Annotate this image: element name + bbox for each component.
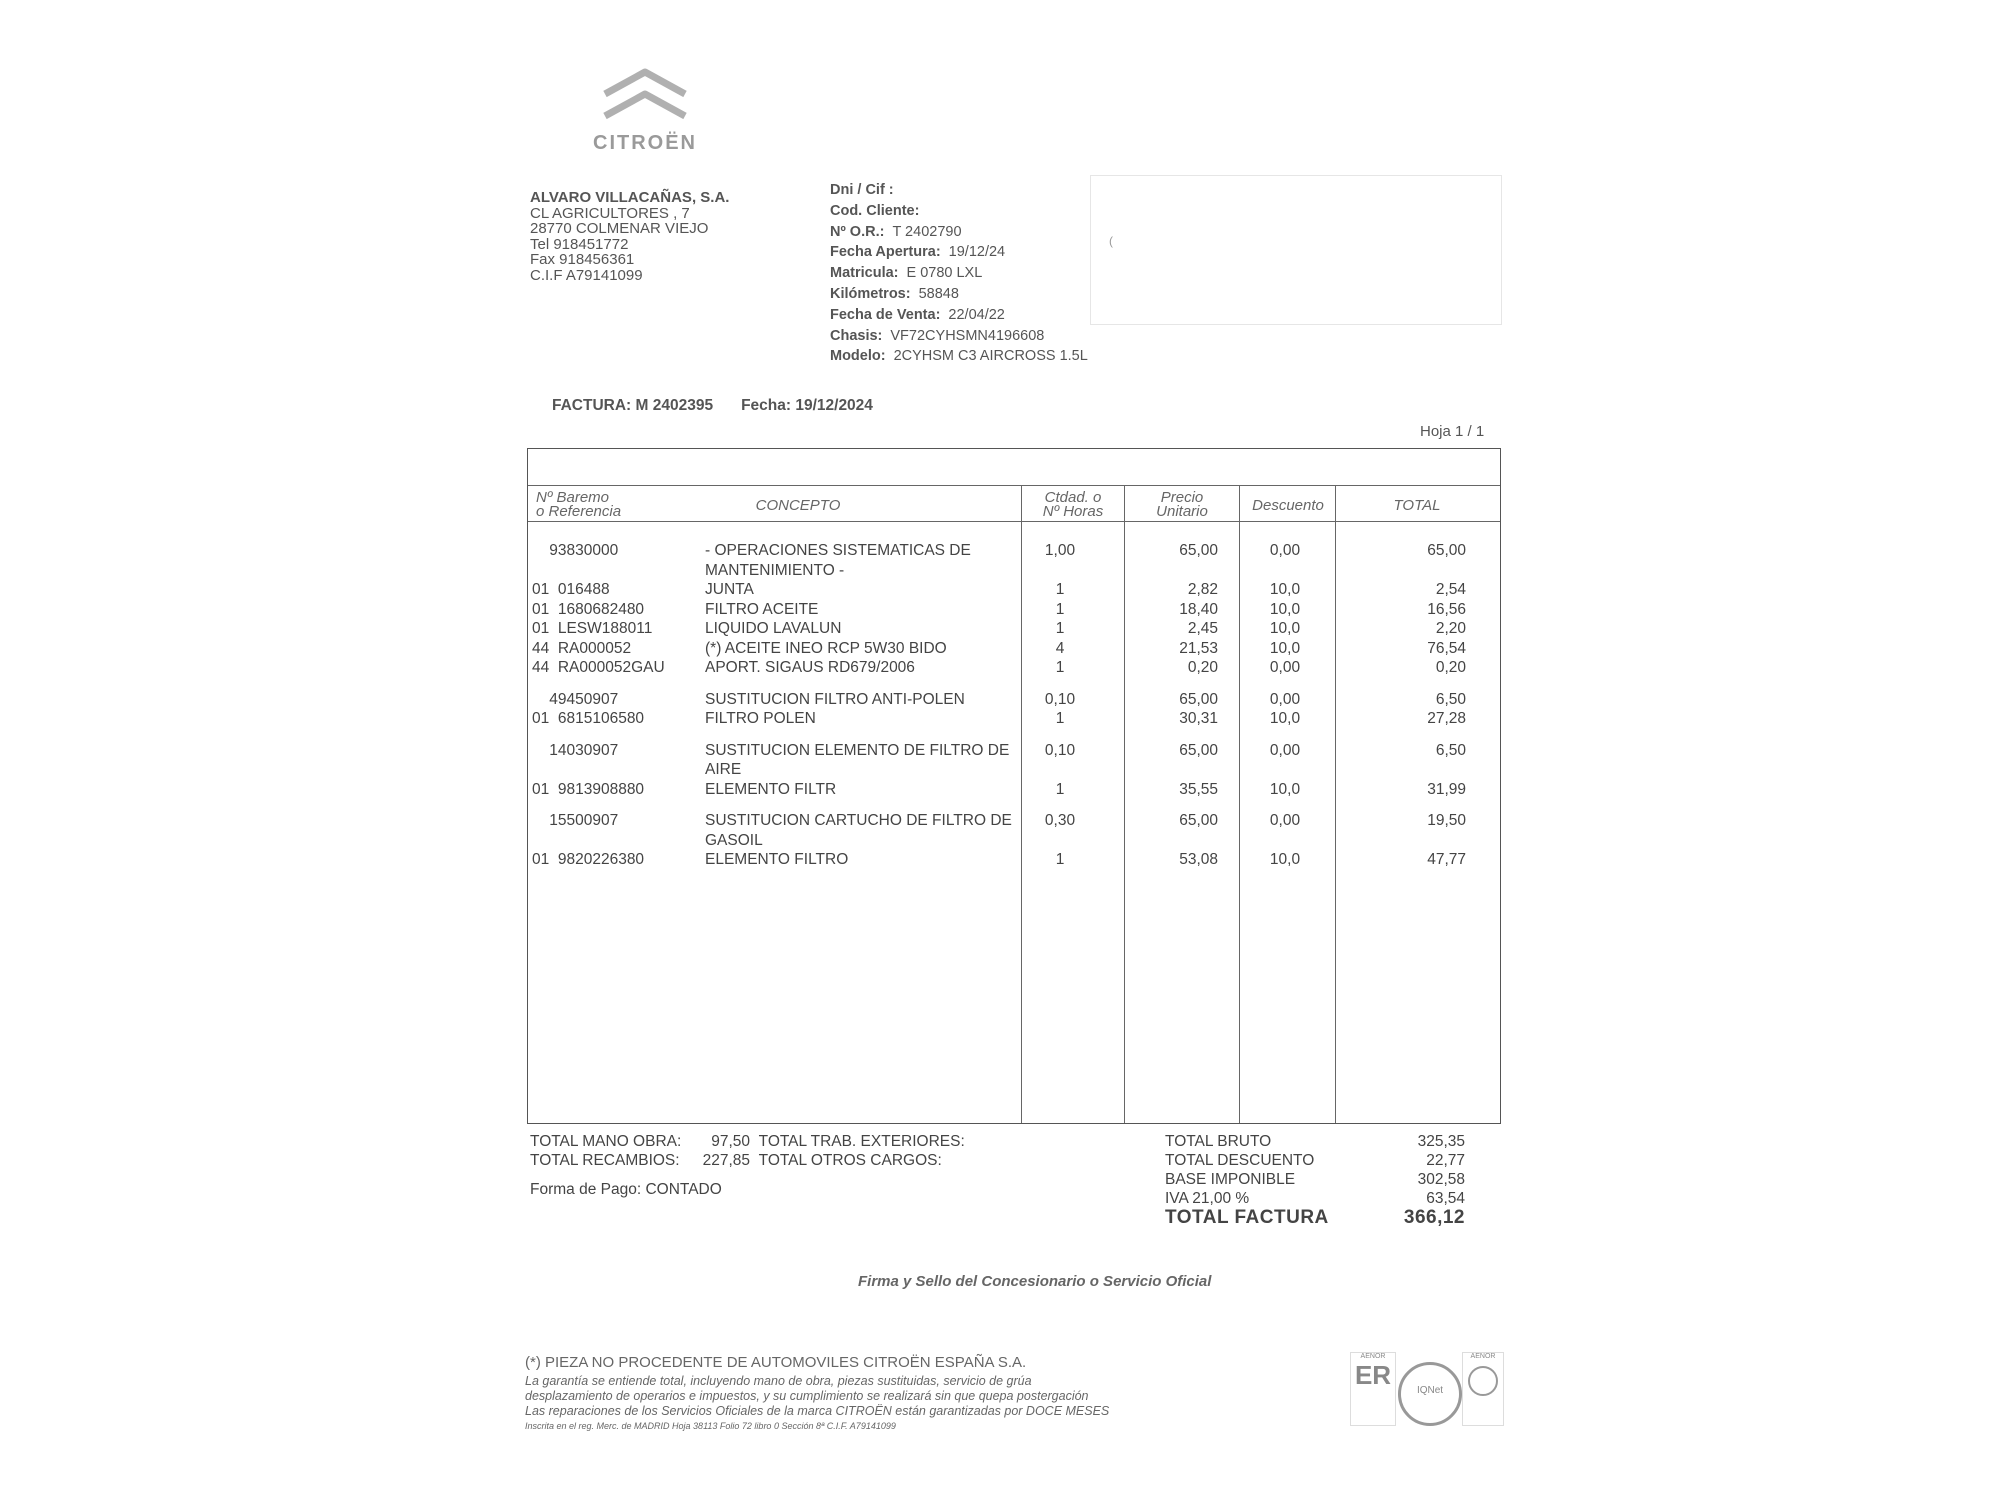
summary-left: [530, 1132, 965, 1199]
header-price-line1: Precio: [1160, 489, 1204, 506]
row-total: 19,50: [1427, 812, 1466, 829]
company-cif: C.I.F A79141099: [530, 266, 643, 284]
invoice-header: [552, 397, 873, 415]
row-discount: 0,00: [1269, 812, 1301, 829]
row-price: 0,20: [1187, 659, 1218, 676]
descuento-value: 22,77: [1426, 1152, 1465, 1169]
row-concept: - OPERACIONES SISTEMATICAS DE MANTENIMIENTO -: [705, 542, 971, 579]
row-discount: 10,0: [1269, 620, 1301, 637]
payment-method: Forma de Pago: CONTADO: [530, 1181, 722, 1198]
row-ref: 49450907: [532, 690, 619, 708]
table-top-rule: [528, 485, 1500, 486]
row-total: 16,56: [1427, 600, 1466, 618]
row-qty: 0,10: [1044, 690, 1076, 708]
info-row: [830, 284, 1088, 305]
row-discount: 10,0: [1269, 851, 1301, 868]
header-qty: [1023, 491, 1123, 519]
info-row: [830, 263, 1088, 284]
row-discount: 0,00: [1269, 690, 1301, 708]
row-price: 65,00: [1179, 542, 1218, 559]
row-price: 30,31: [1179, 710, 1218, 727]
row-discount: 0,00: [1269, 659, 1301, 676]
row-price: 2,45: [1187, 620, 1218, 637]
row-concept: SUSTITUCION CARTUCHO DE FILTRO DE GASOIL: [705, 812, 1012, 849]
recambios-value: 227,85: [702, 1152, 750, 1169]
row-total: 2,20: [1435, 620, 1466, 637]
info-label: Modelo:: [830, 348, 886, 365]
row-concept: SUSTITUCION FILTRO ANTI-POLEN: [705, 690, 965, 708]
row-price: 65,00: [1179, 812, 1218, 829]
row-total: 27,28: [1427, 710, 1466, 727]
iva-value: 63,54: [1426, 1190, 1465, 1207]
header-total: TOTAL: [1393, 497, 1441, 514]
info-value: 22/04/22: [948, 306, 1005, 323]
footer-line1: (*) PIEZA NO PROCEDENTE DE AUTOMOVILES CITROËN ESPAÑA S.A.: [525, 1354, 1027, 1371]
client-box: [1090, 175, 1502, 325]
info-row: [830, 242, 1088, 263]
footer-line3: desplazamiento de operarios e impuestos, y su cumplimiento se realizará sin que quepa postergación: [525, 1389, 1089, 1403]
row-qty: 4: [1055, 639, 1065, 657]
row-ref: 01 016488: [532, 581, 610, 598]
info-label: Matricula:: [830, 265, 899, 282]
header-discount: Descuento: [1252, 497, 1324, 514]
row-ref: 01 9813908880: [532, 780, 645, 798]
page-indicator: Hoja 1 / 1: [1420, 423, 1485, 440]
header-qty-line2: Nº Horas: [1042, 503, 1104, 520]
row-qty: 1: [1055, 620, 1065, 637]
row-concept: ELEMENTO FILTR: [705, 780, 837, 798]
double-chevron-icon: [575, 60, 715, 130]
header-price-line2: Unitario: [1156, 503, 1208, 520]
row-discount: 10,0: [1269, 581, 1301, 598]
row-total: 6,50: [1435, 741, 1466, 759]
row-ref: 01 6815106580: [532, 710, 645, 727]
company-city: 28770 COLMENAR VIEJO: [530, 220, 709, 237]
row-ref: 01 LESW188011: [532, 620, 653, 637]
info-row: [830, 305, 1088, 326]
row-price: 18,40: [1179, 600, 1218, 618]
row-qty: 1: [1055, 710, 1065, 727]
descuento-label: TOTAL DESCUENTO: [1165, 1152, 1315, 1169]
company-name: ALVARO VILLACAÑAS, S.A.: [530, 189, 730, 206]
aenor2-label: AENOR: [1470, 1353, 1496, 1360]
info-row: [830, 222, 1088, 243]
row-total: 76,54: [1427, 639, 1466, 657]
row-total: 31,99: [1427, 780, 1466, 798]
row-discount: 10,0: [1269, 639, 1301, 657]
row-total: 6,50: [1435, 690, 1466, 708]
row-qty: 1: [1055, 780, 1065, 798]
company-block: [530, 190, 729, 283]
info-label: Dni / Cif :: [830, 182, 894, 198]
info-label: Kilómetros:: [830, 285, 911, 302]
footer-line4: Las reparaciones de los Servicios Oficiales de la marca CITROËN están garantizadas por DOCE MESES: [525, 1404, 1110, 1418]
row-discount: 0,00: [1269, 741, 1301, 759]
info-label: Nº O.R.:: [830, 223, 885, 240]
citroen-logo: [575, 60, 715, 160]
mano-obra-label: TOTAL MANO OBRA:: [530, 1133, 682, 1150]
row-ref: 44 RA000052: [532, 639, 632, 657]
header-qty-line1: Ctdad. o: [1044, 489, 1102, 506]
iva-label: IVA 21,00 %: [1165, 1190, 1250, 1207]
row-ref: 44 RA000052GAU: [532, 659, 665, 676]
table-col-divider: [1124, 485, 1125, 1123]
row-ref: 15500907: [532, 812, 619, 829]
company-tel: Tel 918451772: [530, 235, 629, 253]
recambios-label: TOTAL RECAMBIOS:: [530, 1152, 680, 1169]
base-label: BASE IMPONIBLE: [1165, 1171, 1296, 1188]
table-col-divider: [1335, 485, 1336, 1123]
row-concept: LIQUIDO LAVALUN: [705, 620, 842, 637]
row-concept: ELEMENTO FILTRO: [705, 851, 849, 868]
row-total: 0,20: [1435, 659, 1466, 676]
footer-notes: [525, 1355, 1109, 1434]
invoice-number: FACTURA: M 2402395: [552, 397, 714, 414]
bruto-label: TOTAL BRUTO: [1165, 1133, 1272, 1150]
info-value: T 2402790: [892, 223, 962, 240]
total-factura-label: TOTAL FACTURA: [1165, 1207, 1329, 1228]
row-price: 2,82: [1187, 581, 1218, 598]
iqnet-label: IQNet: [1416, 1385, 1444, 1396]
summary-right: [1165, 1132, 1465, 1227]
info-value: E 0780 LXL: [906, 265, 983, 282]
er-icon: ER: [1354, 1360, 1392, 1390]
row-price: 35,55: [1179, 780, 1218, 798]
mano-obra-value: 97,50: [711, 1133, 750, 1150]
row-price: 53,08: [1179, 851, 1218, 868]
row-total: 2,54: [1435, 581, 1466, 598]
aenor-label: AENOR: [1360, 1353, 1386, 1360]
info-value: 58848: [918, 285, 959, 302]
row-concept: SUSTITUCION ELEMENTO DE FILTRO DE AIRE: [705, 741, 1010, 778]
row-ref: 93830000: [532, 542, 619, 559]
row-concept: JUNTA: [705, 581, 754, 598]
logo-text: CITROËN: [593, 132, 697, 154]
row-concept: APORT. SIGAUS RD679/2006: [705, 659, 915, 676]
invoice-date: Fecha: 19/12/2024: [741, 397, 873, 414]
row-concept: FILTRO POLEN: [705, 710, 816, 727]
info-label: Chasis:: [830, 327, 883, 344]
row-discount: 10,0: [1269, 600, 1301, 618]
header-ref-line1: Nº Baremo: [536, 489, 610, 506]
company-address: CL AGRICULTORES , 7: [530, 204, 690, 222]
row-ref: 14030907: [532, 741, 619, 759]
row-qty: 0,30: [1044, 812, 1076, 829]
row-total: 65,00: [1427, 542, 1466, 559]
trab-ext-label: TOTAL TRAB. EXTERIORES:: [758, 1133, 965, 1150]
header-ref-line2: o Referencia: [536, 503, 622, 520]
row-concept: (*) ACEITE INEO RCP 5W30 BIDO: [705, 639, 947, 657]
row-qty: 1: [1055, 659, 1065, 676]
gestion-ambiental-icon: [1468, 1366, 1498, 1396]
row-qty: 1: [1055, 851, 1065, 868]
row-ref: 01 9820226380: [532, 851, 645, 868]
header-concept: CONCEPTO: [755, 497, 841, 514]
row-concept: FILTRO ACEITE: [705, 600, 819, 618]
aenor-er-badge: [1350, 1352, 1396, 1426]
company-fax: Fax 918456361: [530, 251, 635, 268]
row-total: 47,77: [1427, 851, 1466, 868]
base-value: 302,58: [1417, 1171, 1465, 1188]
row-qty: 1: [1055, 581, 1065, 598]
info-label: Cod. Cliente:: [830, 202, 920, 219]
header-ref: [536, 491, 656, 519]
row-qty: 0,10: [1044, 741, 1076, 759]
info-label: Fecha Apertura:: [830, 244, 941, 261]
row-ref: 01 1680682480: [532, 600, 645, 618]
signature-caption: Firma y Sello del Concesionario o Servicio Oficial: [858, 1273, 1212, 1290]
otros-label: TOTAL OTROS CARGOS:: [758, 1152, 942, 1169]
footer-line5: Inscrita en el reg. Merc. de MADRID Hoja 38113 Folio 72 libro 0 Sección 8ª C.I.F. A79141099: [525, 1421, 896, 1431]
client-box-mark: (: [1109, 234, 1113, 248]
info-row: [830, 180, 1088, 201]
order-info: [830, 180, 1088, 367]
footer-line2: La garantía se entiende total, incluyendo mano de obra, piezas sustituidas, servicio de grúa: [525, 1374, 1032, 1388]
row-qty: 1: [1055, 600, 1065, 618]
iqnet-badge: [1398, 1362, 1462, 1426]
row-price: 21,53: [1179, 639, 1218, 657]
row-discount: 0,00: [1269, 542, 1301, 559]
row-price: 65,00: [1179, 741, 1218, 759]
row-discount: 10,0: [1269, 710, 1301, 727]
header-price: [1126, 491, 1238, 519]
info-value: 2CYHSM C3 AIRCROSS 1.5L: [893, 348, 1088, 365]
info-row: [830, 346, 1088, 367]
aenor-gestion-badge: [1462, 1352, 1504, 1426]
row-discount: 10,0: [1269, 780, 1301, 798]
bruto-value: 325,35: [1417, 1133, 1465, 1150]
info-label: Fecha de Venta:: [830, 306, 941, 323]
info-value: VF72CYHSMN4196608: [890, 327, 1045, 344]
info-value: 19/12/24: [948, 244, 1006, 261]
row-price: 65,00: [1179, 690, 1218, 708]
table-header-rule: [528, 521, 1500, 522]
info-row: [830, 326, 1088, 347]
info-row: [830, 201, 1088, 222]
total-factura-value: 366,12: [1403, 1207, 1465, 1228]
row-qty: 1,00: [1044, 542, 1076, 559]
